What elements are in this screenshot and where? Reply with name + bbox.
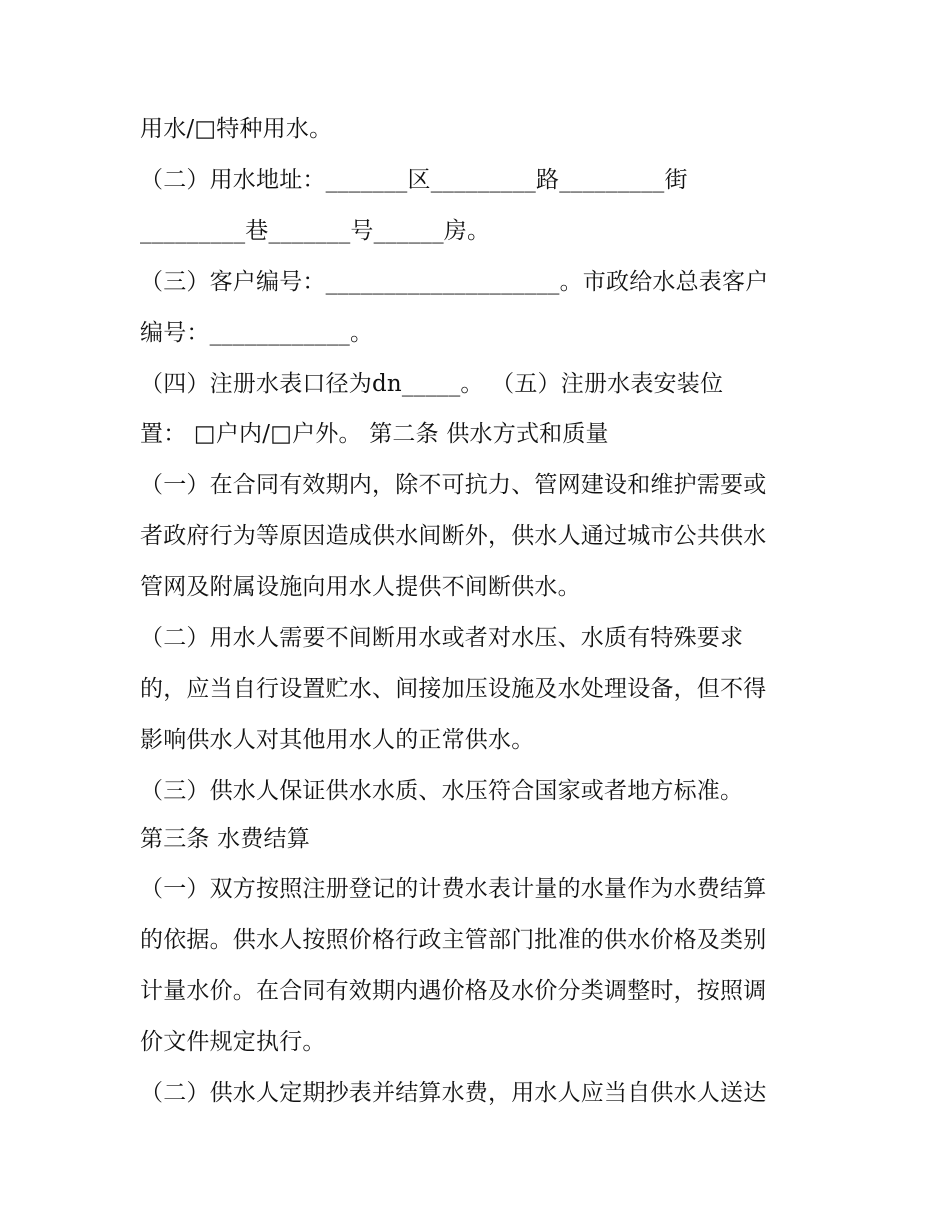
text-line-14: （三）供水人保证供水水质、水压符合国家或者地方标准。	[140, 778, 744, 804]
text-line-2: （二）用水地址：_______区_________路_________街	[140, 167, 688, 193]
text-line-12: 的，应当自行设置贮水、间接加压设施及水处理设备，但不得	[140, 676, 767, 702]
text-line-9: 者政府行为等原因造成供水间断外，供水人通过城市公共供水	[140, 523, 767, 549]
text-line-18: 计量水价。在合同有效期内遇价格及水价分类调整时，按照调	[140, 978, 767, 1004]
text-line-11: （二）用水人需要不间断用水或者对水压、水质有特殊要求	[140, 625, 744, 651]
text-line-1: 用水/□特种用水。	[140, 116, 333, 142]
text-line-19: 价文件规定执行。	[140, 1029, 326, 1055]
text-line-7: 置： □户内/□户外。 第二条 供水方式和质量	[140, 421, 609, 447]
text-line-20: （二）供水人定期抄表并结算水费，用水人应当自供水人送达	[140, 1080, 767, 1106]
text-line-16: （一）双方按照注册登记的计费水表计量的水量作为水费结算	[140, 876, 767, 902]
text-line-6: （四）注册水表口径为dn_____。 （五）注册水表安装位	[140, 371, 724, 397]
text-line-10: 管网及附属设施向用水人提供不间断供水。	[140, 574, 581, 600]
text-line-13: 影响供水人对其他用水人的正常供水。	[140, 727, 535, 753]
text-line-3: _________巷_______号______房。	[140, 218, 491, 244]
text-line-5: 编号：____________。	[140, 320, 374, 346]
text-line-15: 第三条 水费结算	[140, 826, 310, 852]
text-line-4: （三）客户编号：____________________。市政给水总表客户	[140, 269, 769, 295]
text-line-17: 的依据。供水人按照价格行政主管部门批准的供水价格及类别	[140, 927, 767, 953]
text-line-8: （一）在合同有效期内，除不可抗力、管网建设和维护需要或	[140, 472, 767, 498]
